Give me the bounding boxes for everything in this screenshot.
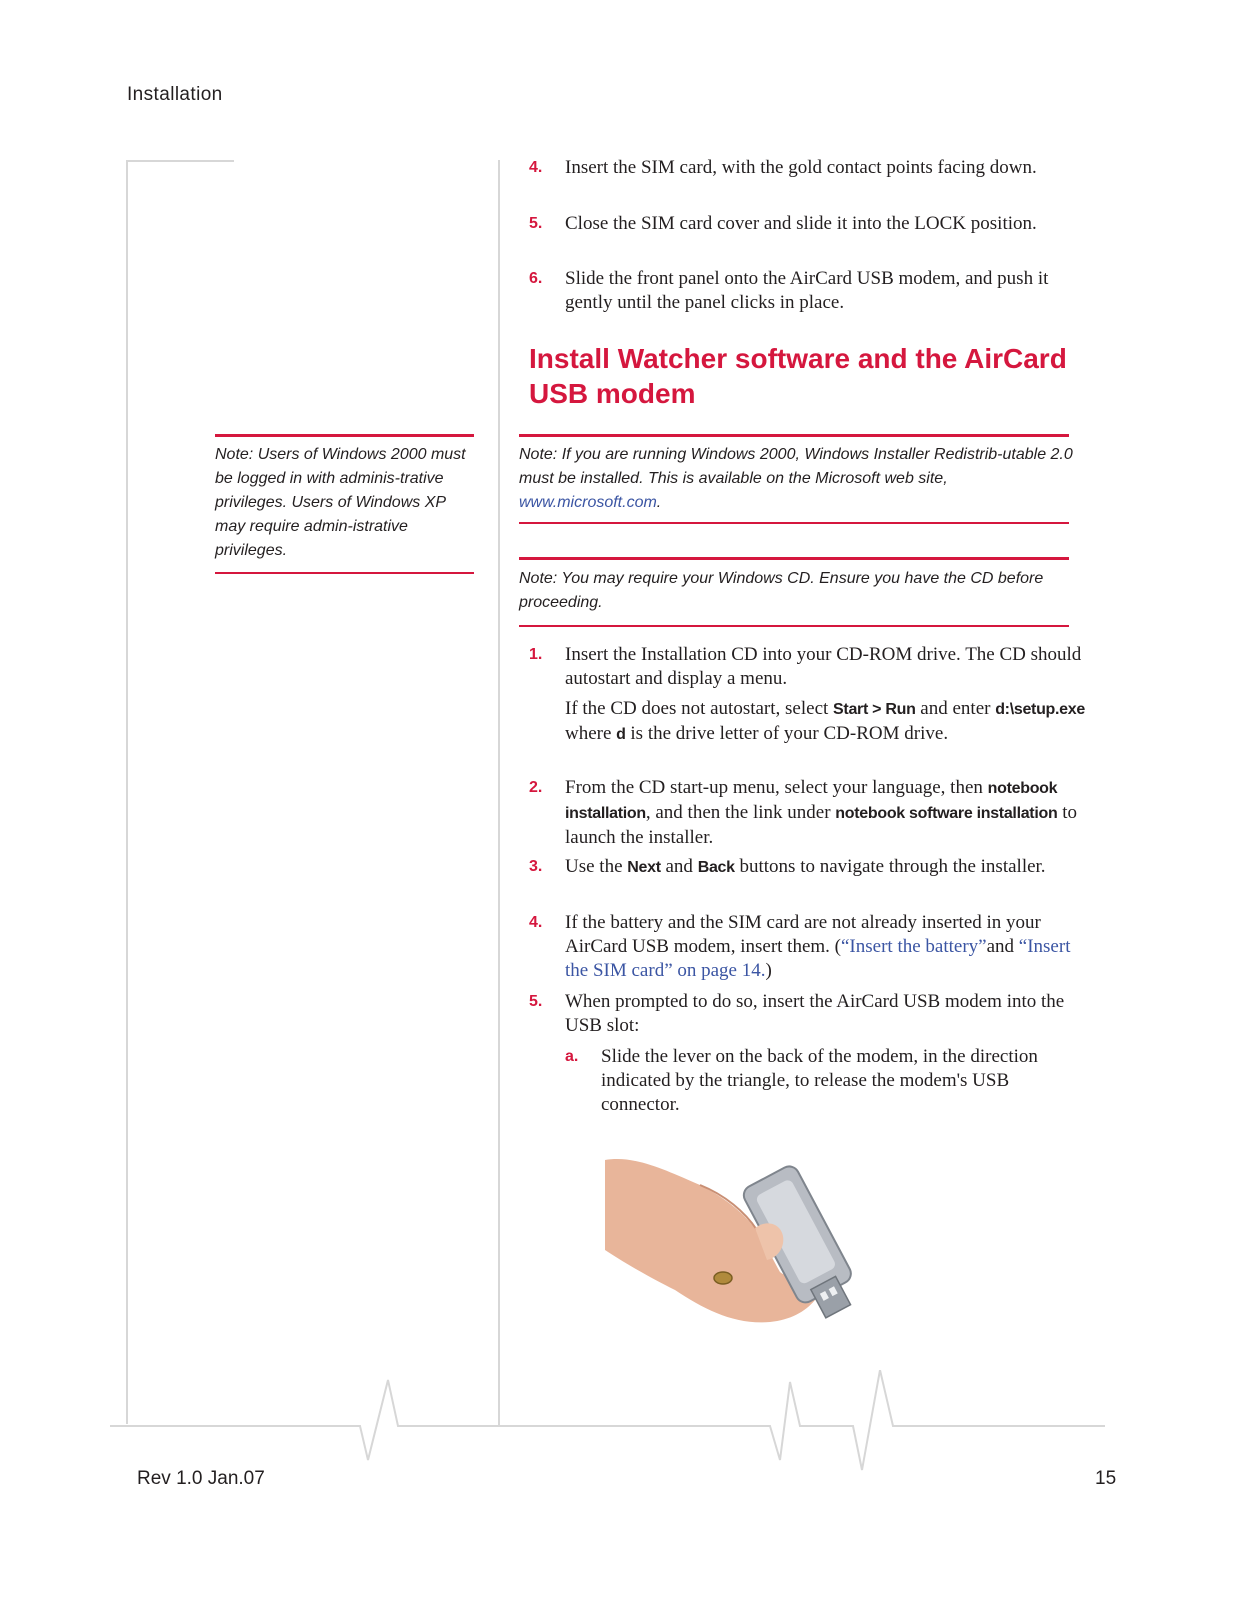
left-margin-line — [126, 160, 128, 1424]
step-text: Insert the Installation CD into your CD-ROM drive. The CD should autostart and display a menu. — [565, 644, 1082, 689]
step-text — [565, 776, 1089, 850]
step-number: 4. — [529, 159, 543, 176]
text-run: , and then the link under — [645, 802, 836, 823]
step-number: 6. — [529, 270, 543, 287]
ui-term: notebook software installation — [835, 805, 1058, 822]
text-run: and — [660, 856, 698, 877]
note-top-rule — [519, 557, 1069, 560]
text-run: ) — [765, 960, 772, 981]
text-run: buttons to navigate through the installer. — [734, 856, 1046, 877]
top-left-corner-line — [126, 160, 234, 162]
sub-list-item — [565, 1045, 1085, 1117]
text-run: Use the — [565, 856, 628, 877]
hand-holding-modem-photo — [605, 1150, 885, 1330]
step-letter: a. — [565, 1048, 579, 1065]
step-text: Slide the front panel onto the AirCard USB modem, and push it gently until the panel clicks in place. — [565, 268, 1049, 313]
ui-term: Next — [627, 859, 661, 876]
note-text: Note: If you are running Windows 2000, Windows Installer Redistrib-utable 2.0 must be installed. This is available on the Microsoft web site, — [519, 446, 1073, 487]
ui-term: notebook installation — [565, 780, 1058, 822]
step-text — [565, 911, 1089, 983]
column-divider-line — [498, 160, 500, 1426]
list-item — [529, 990, 1089, 1038]
step-text: Slide the lever on the back of the modem, in the direction indicated by the triangle, to release the modem's USB connector. — [601, 1046, 1038, 1115]
side-note-top-rule — [215, 434, 474, 437]
step-continuation — [565, 697, 1085, 747]
list-item — [529, 911, 1089, 983]
note-top-rule — [519, 434, 1069, 437]
step-text: Close the SIM card cover and slide it into the LOCK position. — [565, 213, 1037, 234]
text-run: If the CD does not autostart, select — [565, 698, 834, 719]
note-windows-installer — [519, 443, 1074, 515]
footer-page-number: 15 — [1095, 1468, 1117, 1489]
text-run: and enter — [915, 698, 996, 719]
list-item — [529, 212, 1089, 236]
list-item — [529, 855, 1089, 880]
step-text: Insert the SIM card, with the gold contact points facing down. — [565, 157, 1037, 178]
footer-revision: Rev 1.0 Jan.07 — [137, 1468, 265, 1489]
text-run: From the CD start-up menu, select your language, then — [565, 777, 988, 798]
note-bottom-rule — [519, 625, 1069, 627]
ui-term: d — [616, 726, 626, 743]
side-note-bottom-rule — [215, 572, 474, 574]
note-bottom-rule — [519, 522, 1069, 524]
step-number: 5. — [529, 215, 543, 232]
section-heading: Install Watcher software and the AirCard USB modem — [529, 343, 1067, 409]
step-text — [565, 855, 1089, 880]
text-run: to launch the installer. — [565, 802, 1077, 848]
step-number: 3. — [529, 858, 543, 875]
step-number: 5. — [529, 993, 543, 1010]
list-item — [529, 267, 1089, 315]
list-item — [529, 643, 1089, 691]
text-run: where — [565, 723, 617, 744]
text-run: If the battery and the SIM card are not already inserted in your AirCard USB modem, insert them. ( — [565, 912, 1041, 957]
text-run: and — [986, 936, 1019, 957]
note-end: . — [656, 494, 662, 511]
side-note: Note: Users of Windows 2000 must be logged in with adminis-trative privileges. Users of Windows XP may require admin-istrative privileges. — [215, 446, 466, 559]
step-text: When prompted to do so, insert the AirCard USB modem into the USB slot: — [565, 991, 1065, 1036]
step-number: 1. — [529, 646, 543, 663]
insert-sim-card-link[interactable]: “Insert the SIM card” on page 14. — [565, 936, 1071, 981]
ui-term: d:\setup.exe — [995, 701, 1085, 718]
list-item — [529, 776, 1089, 850]
section-title: Installation — [127, 84, 223, 105]
list-item — [529, 156, 1089, 180]
ui-term: Start > Run — [833, 701, 916, 718]
ui-term: Back — [697, 859, 735, 876]
step-number: 4. — [529, 914, 543, 931]
microsoft-link[interactable]: www.microsoft.com — [519, 494, 657, 511]
step-number: 2. — [529, 779, 543, 796]
text-run: is the drive letter of your CD-ROM drive. — [625, 723, 949, 744]
insert-battery-link[interactable]: “Insert the battery” — [841, 936, 987, 957]
note-windows-cd: Note: You may require your Windows CD. Ensure you have the CD before proceeding. — [519, 570, 1044, 611]
